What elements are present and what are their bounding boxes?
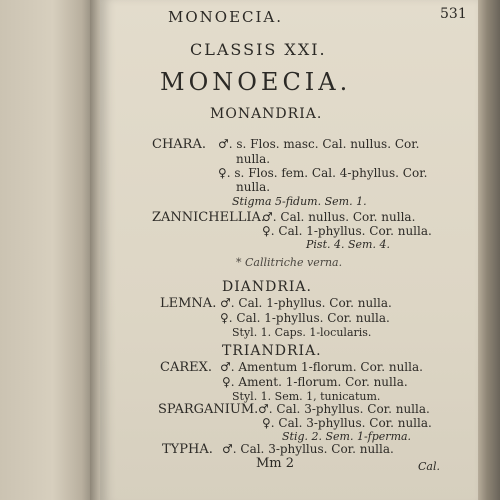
footnote-callitriche: * Callitriche verna. (236, 256, 343, 269)
chara-line-5: Stigma 5-fidum. Sem. 1. (232, 195, 367, 208)
genus-sparganium: SPARGANIUM. (158, 402, 259, 417)
chara-line-1: ♂. s. Flos. masc. Cal. nullus. Cor. (218, 137, 420, 151)
section-diandria: DIANDRIA. (222, 279, 312, 295)
genus-typha: TYPHA. (162, 442, 213, 457)
zannichellia-line-1: ♂. Cal. nullus. Cor. nulla. (262, 210, 416, 224)
carex-line-1: ♂. Amentum 1-florum. Cor. nulla. (220, 360, 423, 374)
classis-heading: CLASSIS XXI. (190, 40, 327, 59)
chara-line-3: ♀. s. Flos. fem. Cal. 4-phyllus. Cor. (218, 166, 428, 180)
running-title: MONOECIA. (168, 8, 284, 26)
chara-line-4: nulla. (236, 180, 271, 194)
lemna-line-2: ♀. Cal. 1-phyllus. Cor. nulla. (220, 311, 390, 325)
lemna-line-1: ♂. Cal. 1-phyllus. Cor. nulla. (220, 296, 392, 310)
section-triandria: TRIANDRIA. (222, 343, 322, 359)
signature-mark: Mm 2 (256, 456, 295, 471)
genus-chara: CHARA. (152, 137, 206, 152)
chara-line-2: nulla. (236, 152, 271, 166)
typha-line-1: ♂. Cal. 3-phyllus. Cor. nulla. (222, 442, 394, 456)
catchword: Cal. (418, 460, 440, 473)
sparganium-line-2: ♀. Cal. 3-phyllus. Cor. nulla. (262, 416, 432, 430)
class-title: MONOECIA. (160, 68, 352, 96)
lemna-line-3: Styl. 1. Caps. 1-locularis. (232, 326, 372, 339)
genus-lemna: LEMNA. (160, 296, 217, 311)
carex-line-3: Styl. 1. Sem. 1, tunicatum. (232, 390, 381, 403)
left-page (0, 0, 96, 500)
carex-line-2: ♀. Ament. 1-florum. Cor. nulla. (222, 375, 408, 389)
genus-carex: CAREX. (160, 360, 212, 375)
page-number: 531 (440, 6, 467, 22)
sparganium-line-3: Stig. 2. Sem. 1-fperma. (282, 430, 412, 443)
sparganium-line-1: ♂. Cal. 3-phyllus. Cor. nulla. (258, 402, 430, 416)
zannichellia-line-3: Pist. 4. Sem. 4. (306, 238, 390, 251)
genus-zannichellia: ZANNICHELLIA. (152, 210, 266, 225)
zannichellia-line-2: ♀. Cal. 1-phyllus. Cor. nulla. (262, 224, 432, 238)
page-edge (478, 0, 500, 500)
section-monandria: MONANDRIA. (210, 106, 323, 122)
